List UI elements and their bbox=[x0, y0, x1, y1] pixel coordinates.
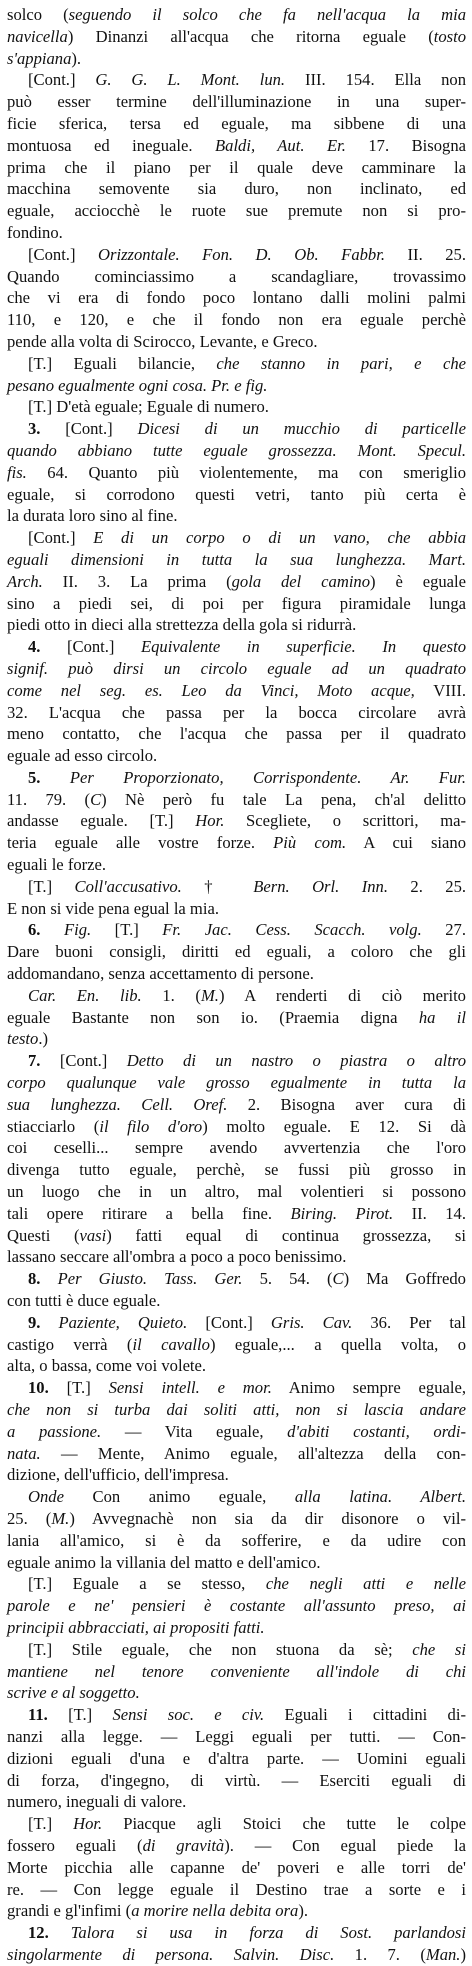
italic-text: seguendo il solco che fa nell'acqua la mia bbox=[68, 5, 466, 24]
text-run: [T.] D'età eguale; Eguale di numero. bbox=[28, 397, 269, 417]
text-run: può esser termine dell'illuminazione in una super- bbox=[7, 92, 466, 112]
text-line bbox=[7, 1399, 466, 1421]
text-run: re. — Con legge eguale il Destino trae a sorte e i bbox=[7, 1879, 466, 1899]
italic-text: Fig. bbox=[63, 920, 92, 940]
text-run: 27. bbox=[421, 920, 466, 940]
text-run: Morte picchia alle capanne de' poveri e alle torri de' bbox=[7, 1857, 466, 1877]
text-line bbox=[7, 767, 466, 789]
text-run: III. 154. Ella non bbox=[285, 70, 466, 90]
text-run: VIII. bbox=[414, 680, 466, 700]
sense-number: 7. bbox=[28, 1051, 60, 1071]
text-line bbox=[7, 658, 466, 680]
sense-number: 8. bbox=[28, 1269, 58, 1289]
italic-text: vasi bbox=[79, 1225, 107, 1245]
text-line bbox=[7, 1944, 466, 1966]
text-run: [T.] Eguali bilancie, bbox=[28, 353, 217, 373]
text-run: tali opere ritirare a bella fine. bbox=[7, 1203, 291, 1223]
italic-text: Baldi, Aut. Er. bbox=[215, 135, 346, 155]
text-line bbox=[7, 1246, 466, 1268]
italic-text: E di un corpo o di un vano, che abbia bbox=[93, 528, 466, 548]
text-run: [Cont.] bbox=[66, 637, 141, 657]
text-run: Quando cominciassimo a scandagliare, trovassimo bbox=[7, 266, 466, 286]
italic-text: Hor. bbox=[73, 1814, 103, 1834]
text-run: ficie sferica, tersa ed eguale, ma sibbene di una bbox=[7, 113, 466, 133]
text-line bbox=[7, 1268, 466, 1290]
sense-number: 12. bbox=[28, 1923, 71, 1943]
text-line bbox=[7, 375, 466, 397]
text-run: ) Avvegnachè non sia da dir disonore o vil- bbox=[69, 1508, 466, 1528]
text-line bbox=[7, 1726, 466, 1748]
text-run: 25. ( bbox=[7, 1508, 52, 1528]
text-run: 2. Bisogna aver cura di bbox=[227, 1094, 466, 1114]
text-run: coi ceselli... sempre avendo avvertenzia che l'oro bbox=[7, 1138, 466, 1158]
italic-text: quando abbiano tutte eguale grossezza. Mont. Specul. bbox=[7, 440, 466, 460]
italic-text: ha il bbox=[418, 1007, 466, 1027]
italic-text: come nel seg. es. Leo da Vinci, Moto acque, bbox=[7, 680, 415, 700]
text-line bbox=[7, 1857, 466, 1879]
text-run: eguale, acciocchè le ruote sue premute non si pro- bbox=[7, 201, 466, 221]
text-run: castigo verrà ( bbox=[7, 1334, 133, 1354]
sense-number: 5. bbox=[28, 767, 70, 787]
text-run: Animo sempre eguale, bbox=[271, 1378, 466, 1398]
text-run: .) bbox=[38, 1029, 49, 1049]
text-line bbox=[7, 418, 466, 440]
text-line bbox=[7, 1116, 466, 1138]
text-run: 11. 79. ( bbox=[7, 789, 91, 809]
text-line bbox=[7, 549, 466, 571]
italic-text: il filo d'oro bbox=[99, 1116, 203, 1136]
text-run: lassano seccare all'ombra a poco a poco benissimo. bbox=[7, 1247, 347, 1267]
text-line bbox=[7, 1508, 466, 1530]
text-run: Piacque agli Stoici che tutte le colpe bbox=[102, 1814, 466, 1834]
text-run: la durata loro sino al fine. bbox=[7, 506, 178, 526]
text-run: ). bbox=[71, 48, 82, 68]
text-line bbox=[7, 1682, 466, 1704]
italic-text: Man. bbox=[425, 1944, 461, 1964]
text-line bbox=[7, 1225, 466, 1247]
text-line bbox=[7, 723, 466, 745]
text-run: eguale, si corrodono questi vetri, tanto più certa è bbox=[7, 484, 466, 504]
text-line bbox=[7, 1094, 466, 1116]
italic-text: Hor. bbox=[195, 811, 225, 831]
italic-text: a morire nella debita ora bbox=[131, 1901, 299, 1921]
text-line bbox=[7, 1791, 466, 1813]
text-line bbox=[7, 789, 466, 811]
text-run: † bbox=[181, 876, 254, 896]
text-run: teria eguale alle vostre forze. bbox=[7, 833, 274, 853]
text-run: macchina semovente sia duro, non inclinato, ed bbox=[7, 179, 466, 199]
sense-number: 9. bbox=[28, 1312, 59, 1332]
italic-text: Coll'accusativo. bbox=[74, 876, 182, 896]
text-line bbox=[7, 702, 466, 724]
italic-text: Car. En. lib. bbox=[28, 985, 142, 1005]
italic-text: corpo qualunque vale grosso egualmente in tutta la bbox=[7, 1073, 466, 1093]
text-run: montuosa ed ineguale. bbox=[7, 135, 216, 155]
text-run: che vi era di fondo poco lontano dalli molini palmi bbox=[7, 288, 466, 308]
text-run: divenga tutto eguale, perchè, se fussi più grosso in bbox=[7, 1160, 466, 1180]
text-line bbox=[7, 1007, 466, 1029]
text-run: 110, e 120, e che il fondo non era eguale perchè bbox=[7, 310, 466, 330]
italic-text: Arch. bbox=[7, 571, 43, 591]
text-run: eguale Bastante non son io. (Praemia digna bbox=[7, 1007, 419, 1027]
text-run: [T.] bbox=[68, 1705, 113, 1725]
text-run: numero, ineguali di valore. bbox=[7, 1792, 187, 1812]
text-run: ) è eguale bbox=[370, 571, 466, 591]
italic-text: C bbox=[332, 1269, 344, 1289]
text-run: ) Ma Goffredo bbox=[343, 1269, 466, 1289]
text-line bbox=[7, 1355, 466, 1377]
text-line bbox=[7, 1813, 466, 1835]
text-run: Eguali i cittadini di- bbox=[264, 1705, 466, 1725]
italic-text: Detto di un nastro o piastra o altro bbox=[126, 1051, 467, 1071]
text-line bbox=[7, 941, 466, 963]
text-line bbox=[7, 1421, 466, 1443]
text-line bbox=[7, 353, 466, 375]
text-run: 32. L'acqua che passa per la bocca circolare avrà bbox=[7, 702, 466, 722]
text-run: 1. ( bbox=[141, 985, 201, 1005]
italic-text: alla latina. Albert. bbox=[294, 1487, 466, 1507]
text-run: dizione, dell'ufficio, dell'impresa. bbox=[7, 1465, 229, 1485]
text-run: A cui siano bbox=[346, 833, 466, 853]
text-line bbox=[7, 1900, 466, 1922]
text-run: ). — Con egual piede la bbox=[224, 1835, 466, 1855]
text-line bbox=[7, 1595, 466, 1617]
text-run: grandi e gl'infimi ( bbox=[7, 1901, 132, 1921]
text-run: — Mente, Animo eguale, all'altezza della con- bbox=[40, 1443, 466, 1463]
italic-text: che si bbox=[412, 1639, 466, 1659]
text-run: [Cont.] bbox=[28, 528, 94, 548]
italic-text: Orizzontale. Fon. D. Ob. Fabbr. bbox=[98, 244, 385, 264]
text-line bbox=[7, 810, 466, 832]
sense-number: 6. bbox=[28, 920, 64, 940]
text-run: II. 3. La prima ( bbox=[42, 571, 232, 591]
text-line bbox=[7, 200, 466, 222]
italic-text: parole e ne' pensieri è costante all'assunto preso, ai bbox=[7, 1596, 466, 1616]
text-line bbox=[7, 1137, 466, 1159]
text-line bbox=[7, 1835, 466, 1857]
italic-text: nata. bbox=[7, 1443, 41, 1463]
italic-text: s'appiana bbox=[7, 48, 72, 68]
text-line bbox=[7, 854, 466, 876]
text-run: eguale animo la villania del matto e dell'amico. bbox=[7, 1552, 321, 1572]
text-run: [Cont.] bbox=[59, 1051, 127, 1071]
text-line bbox=[7, 1464, 466, 1486]
text-line bbox=[7, 505, 466, 527]
text-line bbox=[7, 1879, 466, 1901]
italic-text: Onde bbox=[28, 1487, 64, 1507]
text-run: — Vita eguale, bbox=[101, 1421, 288, 1441]
text-run: andasse eguale. [T.] bbox=[7, 811, 196, 831]
text-line bbox=[7, 745, 466, 767]
text-line bbox=[7, 898, 466, 920]
text-line bbox=[7, 1748, 466, 1770]
text-run: alta, o bassa, come voi volete. bbox=[7, 1356, 207, 1376]
text-run: II. 14. bbox=[393, 1203, 466, 1223]
text-line bbox=[7, 1203, 466, 1225]
text-run: di forza, d'ingegno, di virtù. — Eserciti eguali di bbox=[7, 1770, 466, 1790]
text-line bbox=[7, 1159, 466, 1181]
italic-text: Fr. Jac. Cess. Scacch. volg. bbox=[162, 920, 422, 940]
text-line bbox=[7, 113, 466, 135]
italic-text: Per Giusto. Tass. Ger. bbox=[57, 1269, 243, 1289]
italic-text: che non si turba dai soliti atti, non si lascia andare bbox=[7, 1400, 466, 1419]
sense-number: 3. bbox=[28, 419, 66, 439]
text-run: Con animo eguale, bbox=[63, 1487, 295, 1507]
text-run: Dare buoni consigli, diritti ed eguali, a coloro che gli bbox=[7, 942, 466, 962]
text-line bbox=[7, 1639, 466, 1661]
italic-text: singolarmente di persona. Salvin. Disc. bbox=[7, 1944, 335, 1964]
text-line bbox=[7, 1181, 466, 1203]
italic-text: Gris. Cav. bbox=[270, 1312, 353, 1332]
text-line bbox=[7, 1028, 466, 1050]
text-run: Scegliete, o scrittori, ma- bbox=[224, 811, 466, 831]
text-line bbox=[7, 287, 466, 309]
text-line bbox=[7, 1290, 466, 1312]
italic-text: principii abbracciati, ai propositi fatti. bbox=[7, 1617, 265, 1637]
text-line bbox=[7, 1312, 466, 1334]
text-line bbox=[7, 985, 466, 1007]
sense-number: 10. bbox=[28, 1378, 67, 1398]
italic-text: il cavallo bbox=[132, 1334, 210, 1354]
text-line bbox=[7, 135, 466, 157]
text-line bbox=[7, 440, 466, 462]
text-line bbox=[7, 1922, 466, 1944]
text-run: ) Nè però fu tale La pena, ch'al delitto bbox=[101, 789, 466, 809]
text-run: un luogo che in un altro, mal volentieri si possono bbox=[7, 1182, 466, 1202]
text-line bbox=[7, 636, 466, 658]
italic-text: sua lunghezza. Cell. Oref. bbox=[7, 1094, 228, 1114]
italic-text: M. bbox=[200, 985, 219, 1005]
text-line bbox=[7, 309, 466, 331]
text-line bbox=[7, 1770, 466, 1792]
text-line bbox=[7, 876, 466, 898]
text-line bbox=[7, 832, 466, 854]
italic-text: che stanno in pari, e che bbox=[216, 353, 466, 373]
text-run: [T.] Eguale a se stesso, bbox=[28, 1574, 266, 1594]
text-line bbox=[7, 91, 466, 113]
text-run: ) molto eguale. E 12. Si dà bbox=[202, 1116, 466, 1136]
text-line bbox=[7, 4, 466, 26]
italic-text: pesano egualmente ogni cosa. Pr. e fig. bbox=[7, 375, 268, 395]
italic-text: Dicesi di un mucchio di particelle bbox=[137, 419, 467, 439]
text-line bbox=[7, 1377, 466, 1399]
text-line bbox=[7, 69, 466, 91]
italic-text: d'abiti costanti, ordi- bbox=[287, 1421, 466, 1441]
italic-text: a passione. bbox=[7, 1421, 102, 1441]
text-run: 2. 25. bbox=[387, 876, 467, 896]
text-line bbox=[7, 571, 466, 593]
text-run: 36. Per tal bbox=[352, 1312, 467, 1332]
text-line bbox=[7, 396, 466, 418]
text-run: [T.] bbox=[66, 1378, 109, 1398]
text-run: [Cont.] bbox=[28, 244, 99, 264]
text-run: piedi otto in dieci alla strettezza della gola si ridurrà. bbox=[7, 615, 357, 635]
italic-text: Per Proporzionato, Corrispondente. Ar. Fur. bbox=[69, 767, 467, 787]
italic-text: navicella bbox=[7, 26, 68, 46]
italic-text: eguali dimensioni in tutta la sua lunghezza. Mart. bbox=[7, 549, 466, 569]
text-run: eguali le forze. bbox=[7, 855, 107, 875]
text-run: nanzi alla legge. — Leggi eguali per tutti. — Con- bbox=[7, 1726, 466, 1746]
italic-text: testo bbox=[7, 1029, 39, 1049]
italic-text: gola del camino bbox=[231, 571, 371, 591]
italic-text: scrive e al soggetto. bbox=[7, 1683, 140, 1703]
italic-text: tosto bbox=[433, 26, 466, 46]
text-run: fondino. bbox=[7, 222, 63, 242]
italic-text: di gravità bbox=[142, 1835, 225, 1855]
text-run: meno contatto, che l'acqua che passa per il quadrato bbox=[7, 724, 466, 744]
text-run: ). bbox=[298, 1901, 309, 1921]
text-run: dizioni eguali d'una e d'altra parte. — Uomini eguali bbox=[7, 1748, 466, 1768]
text-run: con tutti è duce eguale. bbox=[7, 1291, 161, 1311]
text-line bbox=[7, 919, 466, 941]
text-run: ) fatti equal di continua grossezza, si bbox=[106, 1225, 466, 1245]
italic-text: signif. può dirsi un circolo eguale ad un quadrato bbox=[7, 658, 466, 678]
italic-text: Paziente, Quieto. bbox=[58, 1312, 188, 1332]
text-line bbox=[7, 680, 466, 702]
text-run: 5. 54. ( bbox=[242, 1269, 333, 1289]
text-run: 64. Quanto più violentemente, ma con smeriglio bbox=[26, 462, 466, 482]
text-run: 1. 7. ( bbox=[334, 1944, 426, 1964]
text-line bbox=[7, 484, 466, 506]
text-line bbox=[7, 222, 466, 244]
text-run: [T.] bbox=[28, 1814, 74, 1834]
italic-text: fis. bbox=[7, 462, 27, 482]
text-run: 17. Bisogna bbox=[345, 135, 466, 155]
text-line bbox=[7, 1072, 466, 1094]
text-line bbox=[7, 178, 466, 200]
text-line bbox=[7, 1617, 466, 1639]
text-line bbox=[7, 331, 466, 353]
sense-number: 11. bbox=[28, 1705, 69, 1725]
text-run: stiacciarlo ( bbox=[7, 1116, 100, 1136]
text-line bbox=[7, 1704, 466, 1726]
text-line bbox=[7, 527, 466, 549]
text-line bbox=[7, 1334, 466, 1356]
text-line bbox=[7, 48, 466, 70]
text-run: [Cont.] bbox=[187, 1312, 271, 1332]
text-line bbox=[7, 1661, 466, 1683]
text-run: addomandano, senza accettamento di persone. bbox=[7, 964, 314, 984]
text-line bbox=[7, 963, 466, 985]
text-line bbox=[7, 1573, 466, 1595]
text-run: lania all'amico, si è da sofferire, e da udire con bbox=[7, 1530, 466, 1550]
italic-text: G. G. L. Mont. lun. bbox=[95, 70, 286, 90]
italic-text: C bbox=[90, 789, 102, 809]
text-run: [T.] bbox=[91, 920, 163, 940]
text-line bbox=[7, 1552, 466, 1574]
text-run: [T.] bbox=[28, 876, 75, 896]
italic-text: Talora si usa in forza di Sost. parlandosi bbox=[70, 1923, 466, 1943]
italic-text: mantiene nel tenore conveniente all'indole di chi bbox=[7, 1661, 466, 1681]
text-line bbox=[7, 244, 466, 266]
text-run: pende alla volta di Scirocco, Levante, e Greco. bbox=[7, 331, 318, 351]
sense-number: 4. bbox=[28, 637, 67, 657]
italic-text: Equivalente in superficie. In questo bbox=[141, 637, 467, 657]
italic-text: Biring. Pirot. bbox=[290, 1203, 394, 1223]
text-run: Questi ( bbox=[7, 1225, 80, 1245]
text-run: sino a piedi sei, di poi per figura piramidale lunga bbox=[7, 593, 466, 613]
text-line bbox=[7, 157, 466, 179]
text-line bbox=[7, 462, 466, 484]
text-run: prima che il piano per il quale deve camminare la bbox=[7, 157, 466, 177]
italic-text: che negli atti e nelle bbox=[265, 1574, 466, 1594]
text-line bbox=[7, 1050, 466, 1072]
text-run: [Cont.] bbox=[65, 419, 138, 439]
italic-text: M. bbox=[51, 1508, 70, 1528]
text-run: II. 25. bbox=[384, 244, 466, 264]
text-run: fossero eguali ( bbox=[7, 1835, 143, 1855]
text-line bbox=[7, 1530, 466, 1552]
italic-text: Sensi soc. e civ. bbox=[112, 1705, 265, 1725]
text-run: E non si vide pena egual la mia. bbox=[7, 898, 219, 918]
italic-text: Sensi intell. e mor. bbox=[108, 1378, 272, 1398]
text-run: ) A renderti di ciò merito bbox=[218, 985, 466, 1005]
text-line bbox=[7, 593, 466, 615]
text-line bbox=[7, 1486, 466, 1508]
text-run: eguale ad esso circolo. bbox=[7, 746, 158, 766]
text-line bbox=[7, 614, 466, 636]
text-line bbox=[7, 266, 466, 288]
italic-text: Bern. Orl. Inn. bbox=[253, 876, 388, 896]
text-run: ) bbox=[460, 1944, 466, 1964]
text-line bbox=[7, 1443, 466, 1465]
text-run: solco ( bbox=[7, 5, 69, 24]
text-run: ) eguale,... a quella volta, o bbox=[209, 1334, 466, 1354]
italic-text: Più com. bbox=[273, 833, 347, 853]
text-run: [Cont.] bbox=[28, 70, 96, 90]
text-line bbox=[7, 26, 466, 48]
text-run: ) Dinanzi all'acqua che ritorna eguale ( bbox=[67, 26, 434, 46]
text-run: [T.] Stile eguale, che non stuona da sè; bbox=[28, 1639, 413, 1659]
